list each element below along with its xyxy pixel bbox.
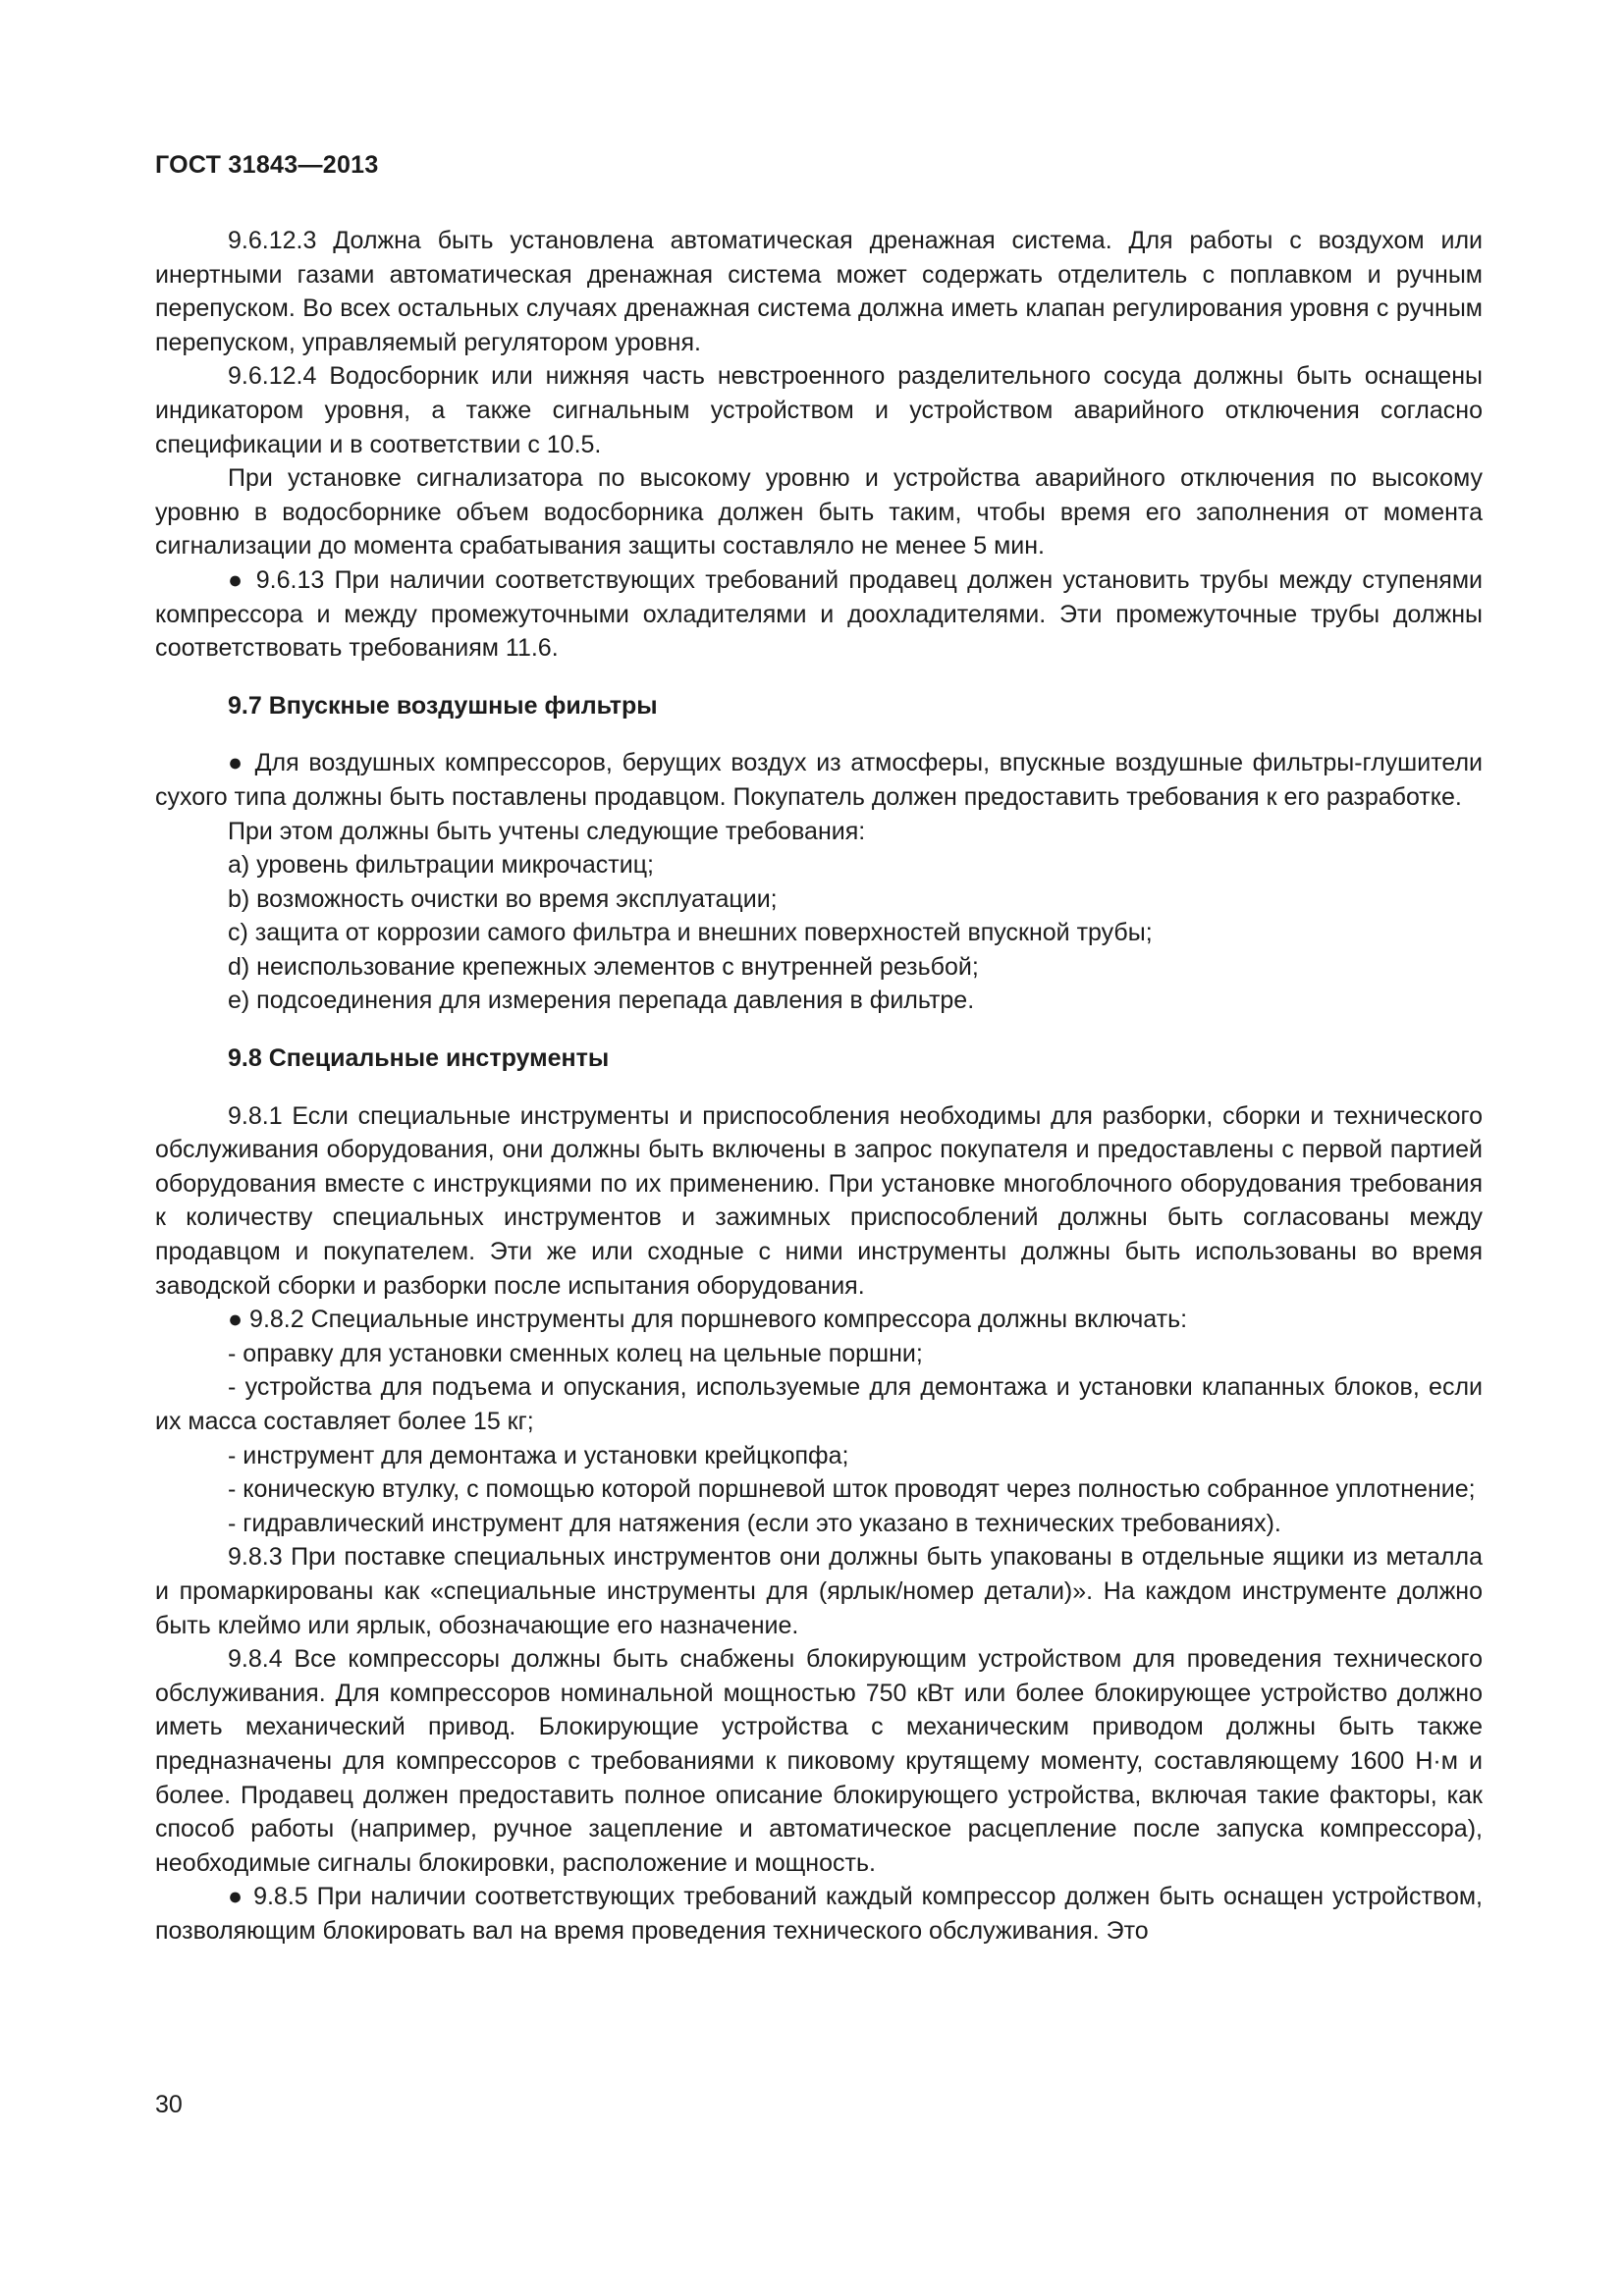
list-item: - инструмент для демонтажа и установки крейцкопфа; — [228, 1441, 849, 1469]
paragraph-requirements-intro: При этом должны быть учтены следующие требования: — [228, 817, 866, 845]
paragraph-9-8-4: 9.8.4 Все компрессоры должны быть снабжены блокирующим устройством для проведения технического обслуживания. Для компрессоров номинальной мощностью 750 кВт или более блокирующее устройство должно иметь механический привод. Блокирующие устройства с механическим приводом должны быть также предназначены для компрессоров с требованиями к пиковому крутящему моменту, составляющему 1600 Н·м и более. Продавец должен предоставить полное описание блокирующего устройства, включая такие факторы, как способ работы (например, ручное зацепление и автоматическое расцепление после запуска компрессора), необходимые сигналы блокировки, расположение и мощность. — [155, 1645, 1483, 1877]
list-item: e) подсоединения для измерения перепада давления в фильтре. — [228, 987, 975, 1015]
paragraph-9-6-12-4: 9.6.12.4 Водосборник или нижняя часть невстроенного разделительного сосуда должны быть оснащены индикатором уровня, а также сигнальным устройством и устройством аварийного отключения согласно спецификации и в соответствии с 10.5. — [155, 362, 1483, 458]
list-item: - устройства для подъема и опускания, используемые для демонтажа и установки клапанных блоков, если их масса составляет более 15 кг; — [155, 1373, 1483, 1435]
paragraph-9-8-3: 9.8.3 При поставке специальных инструментов они должны быть упакованы в отдельные ящики из металла и промаркированы как «специальные инструменты для (ярлык/номер детали)». На каждом инструменте должно быть клеймо или ярлык, обозначающие его назначение. — [155, 1543, 1483, 1639]
page-number: 30 — [155, 2091, 183, 2118]
paragraph-alarm-installation: При установке сигнализатора по высокому уровню и устройства аварийного отключения по высокому уровню в водосборнике объем водосборника должен быть таким, чтобы время его заполнения от момента сигнализации до момента срабатывания защиты составляло не менее 5 мин. — [155, 464, 1483, 561]
section-heading-9-7: 9.7 Впускные воздушные фильтры — [228, 691, 658, 720]
list-item: d) неиспользование крепежных элементов с внутренней резьбой; — [228, 952, 979, 981]
list-item: - гидравлический инструмент для натяжения (если это указано в технических требованиях). — [228, 1509, 1281, 1537]
list-item: c) защита от коррозии самого фильтра и внешних поверхностей впускной трубы; — [228, 919, 1153, 947]
section-heading-9-8: 9.8 Специальные инструменты — [228, 1044, 610, 1073]
paragraph-9-6-12-3: 9.6.12.3 Должна быть установлена автоматическая дренажная система. Для работы с воздухом или инертными газами автоматическая дренажная система может содержать отделитель с поплавком и ручным перепуском. Во всех остальных случаях дренажная система должна иметь клапан регулирования уровня с ручным перепуском, управляемый регулятором уровня. — [155, 227, 1483, 356]
paragraph-9-8-1: 9.8.1 Если специальные инструменты и приспособления необходимы для разборки, сборки и технического обслуживания оборудования, они должны быть включены в запрос покупателя и предоставлены с первой партией оборудования вместе с инструкциями по их применению. При установке многоблочного оборудования требования к количеству специальных инструментов и зажимных приспособлений должны быть согласованы между продавцом и покупателем. Эти же или сходные с ними инструменты должны быть использованы во время заводской сборки и разборки после испытания оборудования. — [155, 1101, 1483, 1300]
paragraph-9-6-13: ● 9.6.13 При наличии соответствующих требований продавец должен установить трубы между ступенями компрессора и между промежуточными охладителями и доохладителями. Эти промежуточные трубы должны соответствовать требованиям 11.6. — [155, 565, 1483, 663]
paragraph-9-8-2: ● 9.8.2 Специальные инструменты для поршневого компрессора должны включать: — [228, 1306, 1188, 1334]
document-header: ГОСТ 31843—2013 — [155, 151, 379, 179]
list-item: - коническую втулку, с помощью которой поршневой шток проводят через полностью собранное уплотнение; — [228, 1475, 1476, 1504]
list-item: b) возможность очистки во время эксплуатации; — [228, 884, 778, 913]
list-item: a) уровень фильтрации микрочастиц; — [228, 851, 654, 880]
paragraph-9-8-5: ● 9.8.5 При наличии соответствующих требований каждый компрессор должен быть оснащен устройством, позволяющим блокировать вал на время проведения технического обслуживания. Это — [155, 1883, 1483, 1945]
document-body — [155, 224, 1483, 1949]
list-item: - оправку для установки сменных колец на цельные поршни; — [228, 1339, 923, 1367]
paragraph-air-filters: ● Для воздушных компрессоров, берущих воздух из атмосферы, впускные воздушные фильтры-глушители сухого типа должны быть поставлены продавцом. Покупатель должен предоставить требования к его разработке. — [155, 749, 1483, 811]
